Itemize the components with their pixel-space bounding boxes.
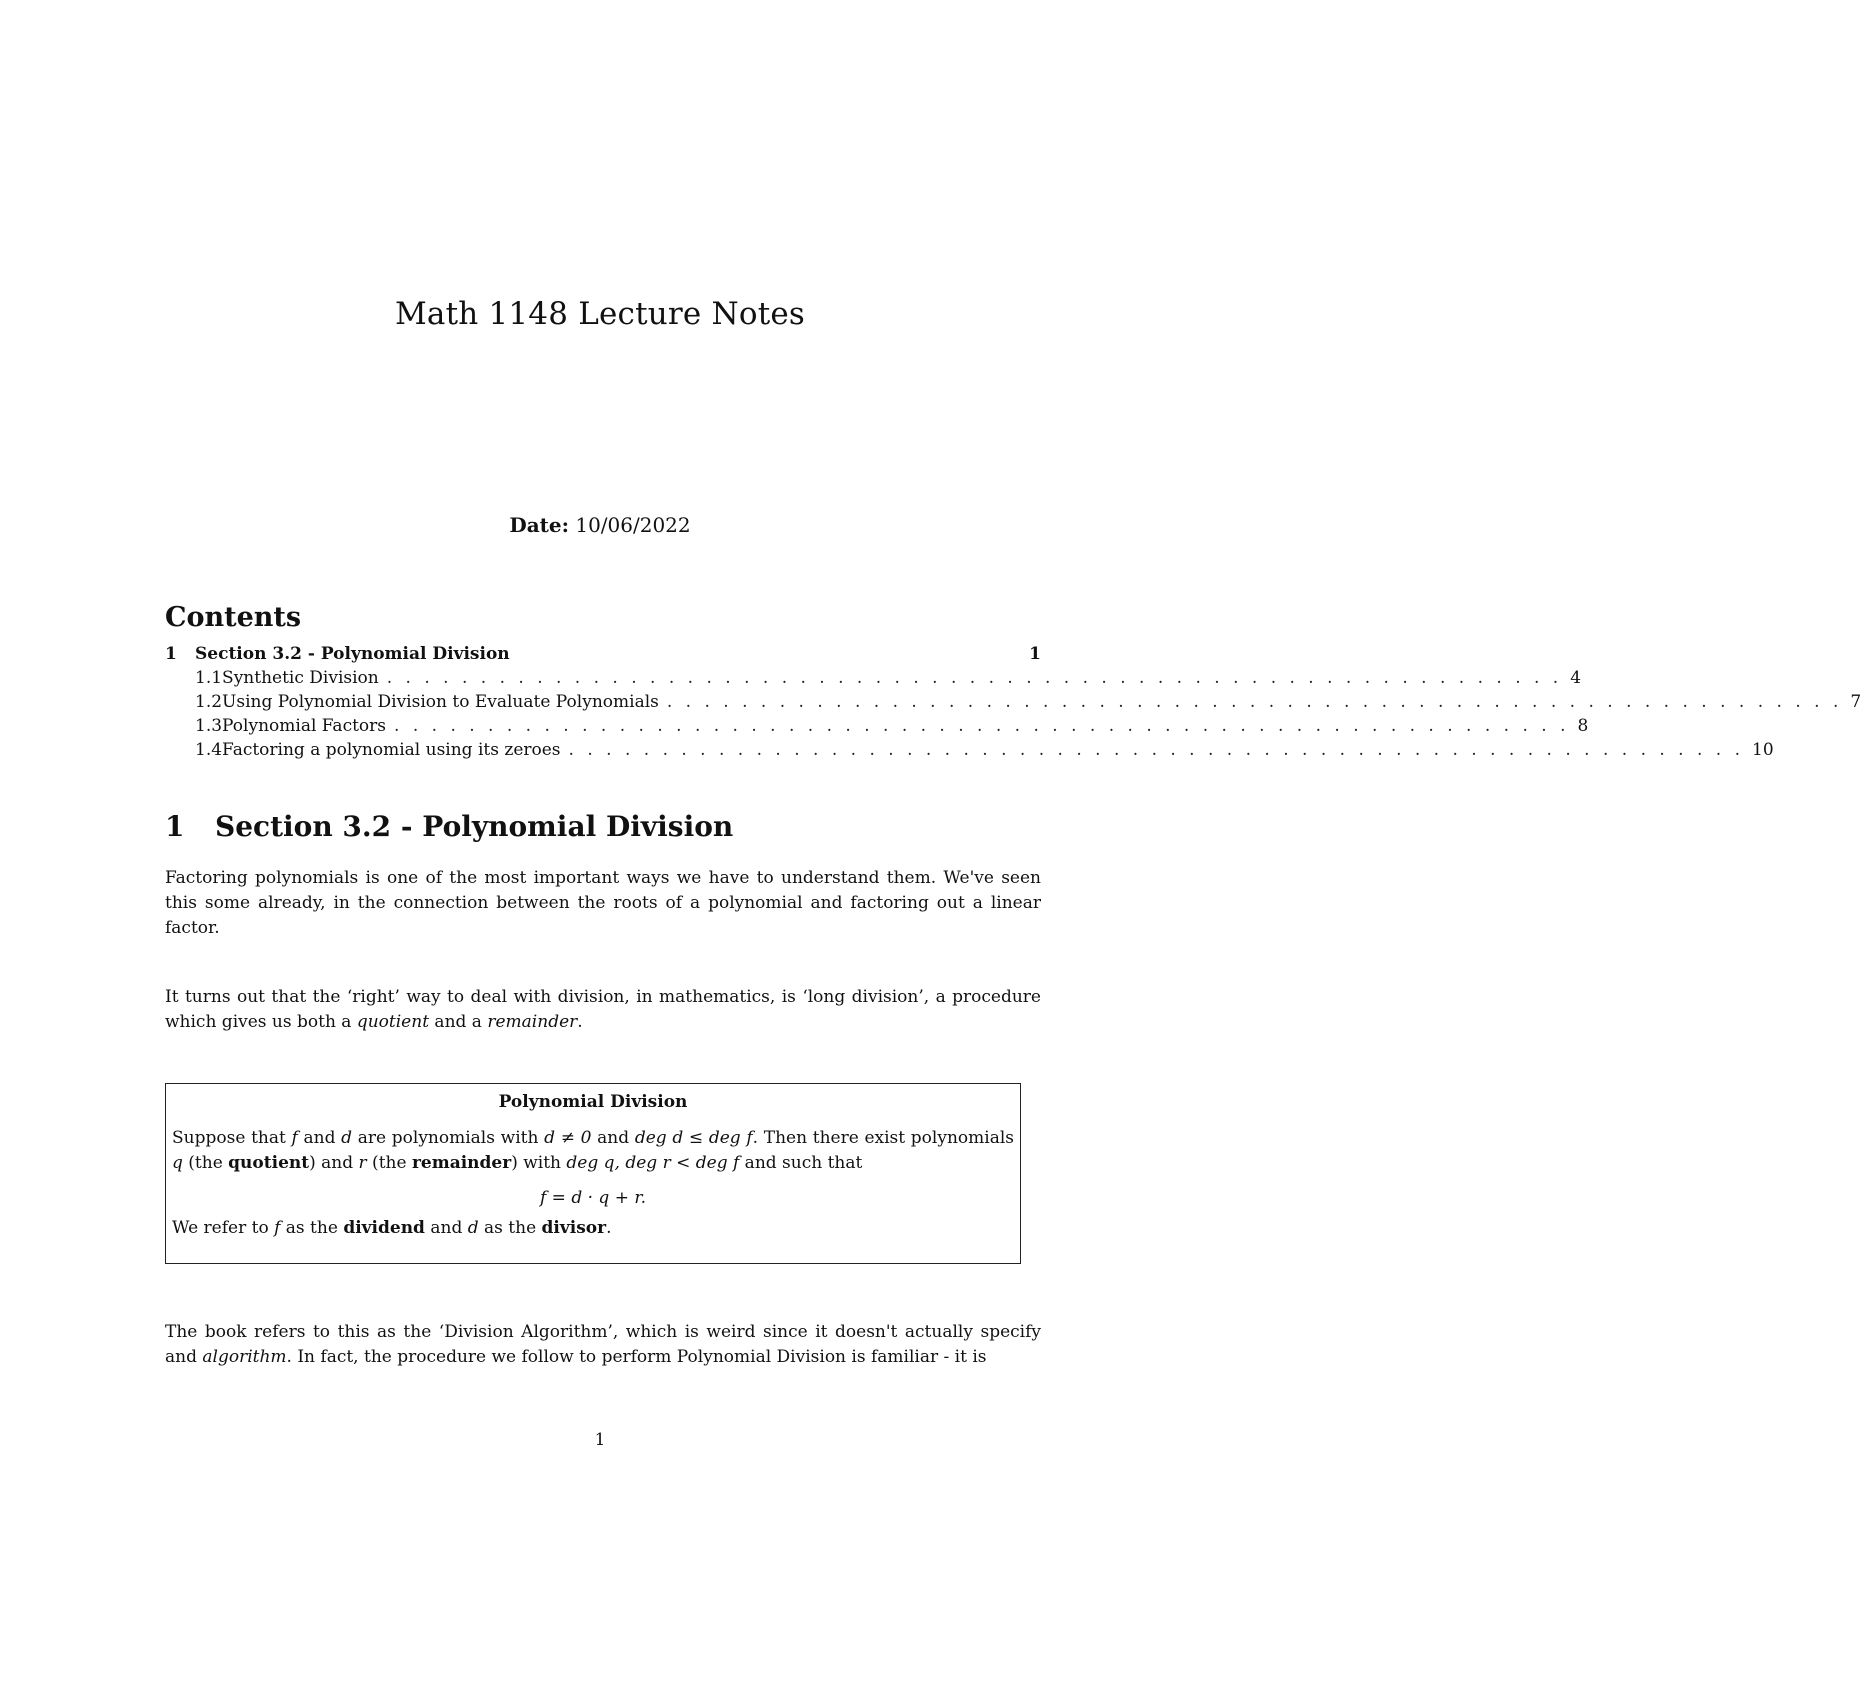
condition-degree: deg d ≤ deg f	[634, 1128, 753, 1148]
condition-deg-qr: deg q, deg r < deg f	[566, 1153, 740, 1173]
dividend-bold: dividend	[343, 1218, 425, 1238]
var-f: f	[291, 1128, 298, 1148]
condition-d-nonzero: d ≠ 0	[544, 1128, 592, 1148]
toc-entry-1-4[interactable]	[165, 740, 1774, 764]
date-value: 10/06/2022	[575, 513, 691, 537]
toc-entry-page: 8	[1577, 716, 1589, 736]
paragraph-2-text-b: and a	[429, 1012, 488, 1032]
var-r: r	[358, 1153, 367, 1173]
page-number: 1	[594, 1430, 606, 1450]
section-number: 1	[165, 810, 185, 843]
toc-leader: . . . . . . . . . . . . . . . . . . . . . . . . . . . . . . . . . . . . . . . . . . . . . . . . . . . . . . . . . . . . . . .	[568, 740, 1745, 760]
toc-entry-title: Section 3.2 - Polynomial Division	[195, 644, 510, 664]
toc-entry-title: Polynomial Factors	[222, 716, 387, 736]
toc-entry-page: 1	[1029, 644, 1041, 664]
toc-entry-number: 1.2	[195, 692, 223, 712]
toc-entry-number: 1.1	[195, 668, 223, 688]
paragraph-1	[165, 866, 1041, 941]
definition-box	[165, 1083, 1021, 1264]
section-title: Section 3.2 - Polynomial Division	[215, 810, 734, 843]
paragraph-2-text-a: It turns out that the ‘right’ way to deal with division, in mathematics, is ‘long division’, a procedure which gives us both a	[165, 987, 1041, 1032]
quotient-term: quotient	[356, 1012, 430, 1032]
definition-statement: Suppose that f and d are polynomials with d ≠ 0 and deg d ≤ deg f. Then there exist polynomials q (the quotient) and r (the remainder) with deg q, deg r < deg f and such that	[172, 1128, 1014, 1173]
toc-entry-1-1[interactable]	[165, 668, 1582, 692]
division-equation: f = d · q + r.	[539, 1188, 647, 1208]
toc-entry-1[interactable]	[165, 644, 1041, 668]
contents-heading: Contents	[165, 602, 302, 633]
toc-entry-page: 7	[1850, 692, 1861, 712]
toc-entry-number: 1.4	[195, 740, 223, 760]
document-title: Math 1148 Lecture Notes	[394, 296, 806, 332]
definition-title: Polynomial Division	[498, 1092, 688, 1112]
toc-entry-number: 1	[165, 644, 177, 664]
var-q: q	[172, 1153, 183, 1173]
toc-entry-title: Synthetic Division	[222, 668, 379, 688]
toc-entry-1-2[interactable]	[165, 692, 1861, 716]
date-line	[0, 513, 1200, 537]
divisor-bold: divisor	[541, 1218, 607, 1238]
paragraph-3: The book refers to this as the ‘Division Algorithm’, which is weird since it doesn't actually specify and algorithm. In fact, the procedure we follow to perform Polynomial Division is familiar - it is	[165, 1322, 1041, 1367]
remainder-term: remainder	[487, 1012, 578, 1032]
var-d: d	[341, 1128, 353, 1148]
algorithm-term: algorithm	[202, 1347, 287, 1367]
date-label: Date:	[509, 513, 569, 537]
definition-terms: We refer to f as the dividend and d as the divisor.	[172, 1218, 612, 1238]
toc-entry-number: 1.3	[195, 716, 223, 736]
toc-leader: . . . . . . . . . . . . . . . . . . . . . . . . . . . . . . . . . . . . . . . . . . . . . . . . . . . . . . . . . . . . . . .	[666, 692, 1843, 712]
remainder-bold: remainder	[411, 1153, 512, 1173]
paragraph-2-text-c: .	[577, 1012, 583, 1032]
section-heading	[165, 810, 733, 843]
toc-entry-title: Factoring a polynomial using its zeroes	[222, 740, 561, 760]
paragraph-2	[165, 985, 1041, 1035]
toc-entry-1-3[interactable]	[165, 716, 1589, 740]
quotient-bold: quotient	[228, 1153, 310, 1173]
toc-entry-page: 10	[1752, 740, 1774, 760]
toc-entry-title: Using Polynomial Division to Evaluate Polynomials	[222, 692, 659, 712]
toc-entry-page: 4	[1570, 668, 1582, 688]
paragraph-1-text: Factoring polynomials is one of the most important ways we have to understand them. We've seen this some already, in the connection between the roots of a polynomial and factoring out a linear factor.	[165, 868, 1041, 938]
toc-leader: . . . . . . . . . . . . . . . . . . . . . . . . . . . . . . . . . . . . . . . . . . . . . . . . . . . . . . . . . . . . . . .	[394, 716, 1570, 736]
toc-leader: . . . . . . . . . . . . . . . . . . . . . . . . . . . . . . . . . . . . . . . . . . . . . . . . . . . . . . . . . . . . . . .	[386, 668, 1563, 688]
